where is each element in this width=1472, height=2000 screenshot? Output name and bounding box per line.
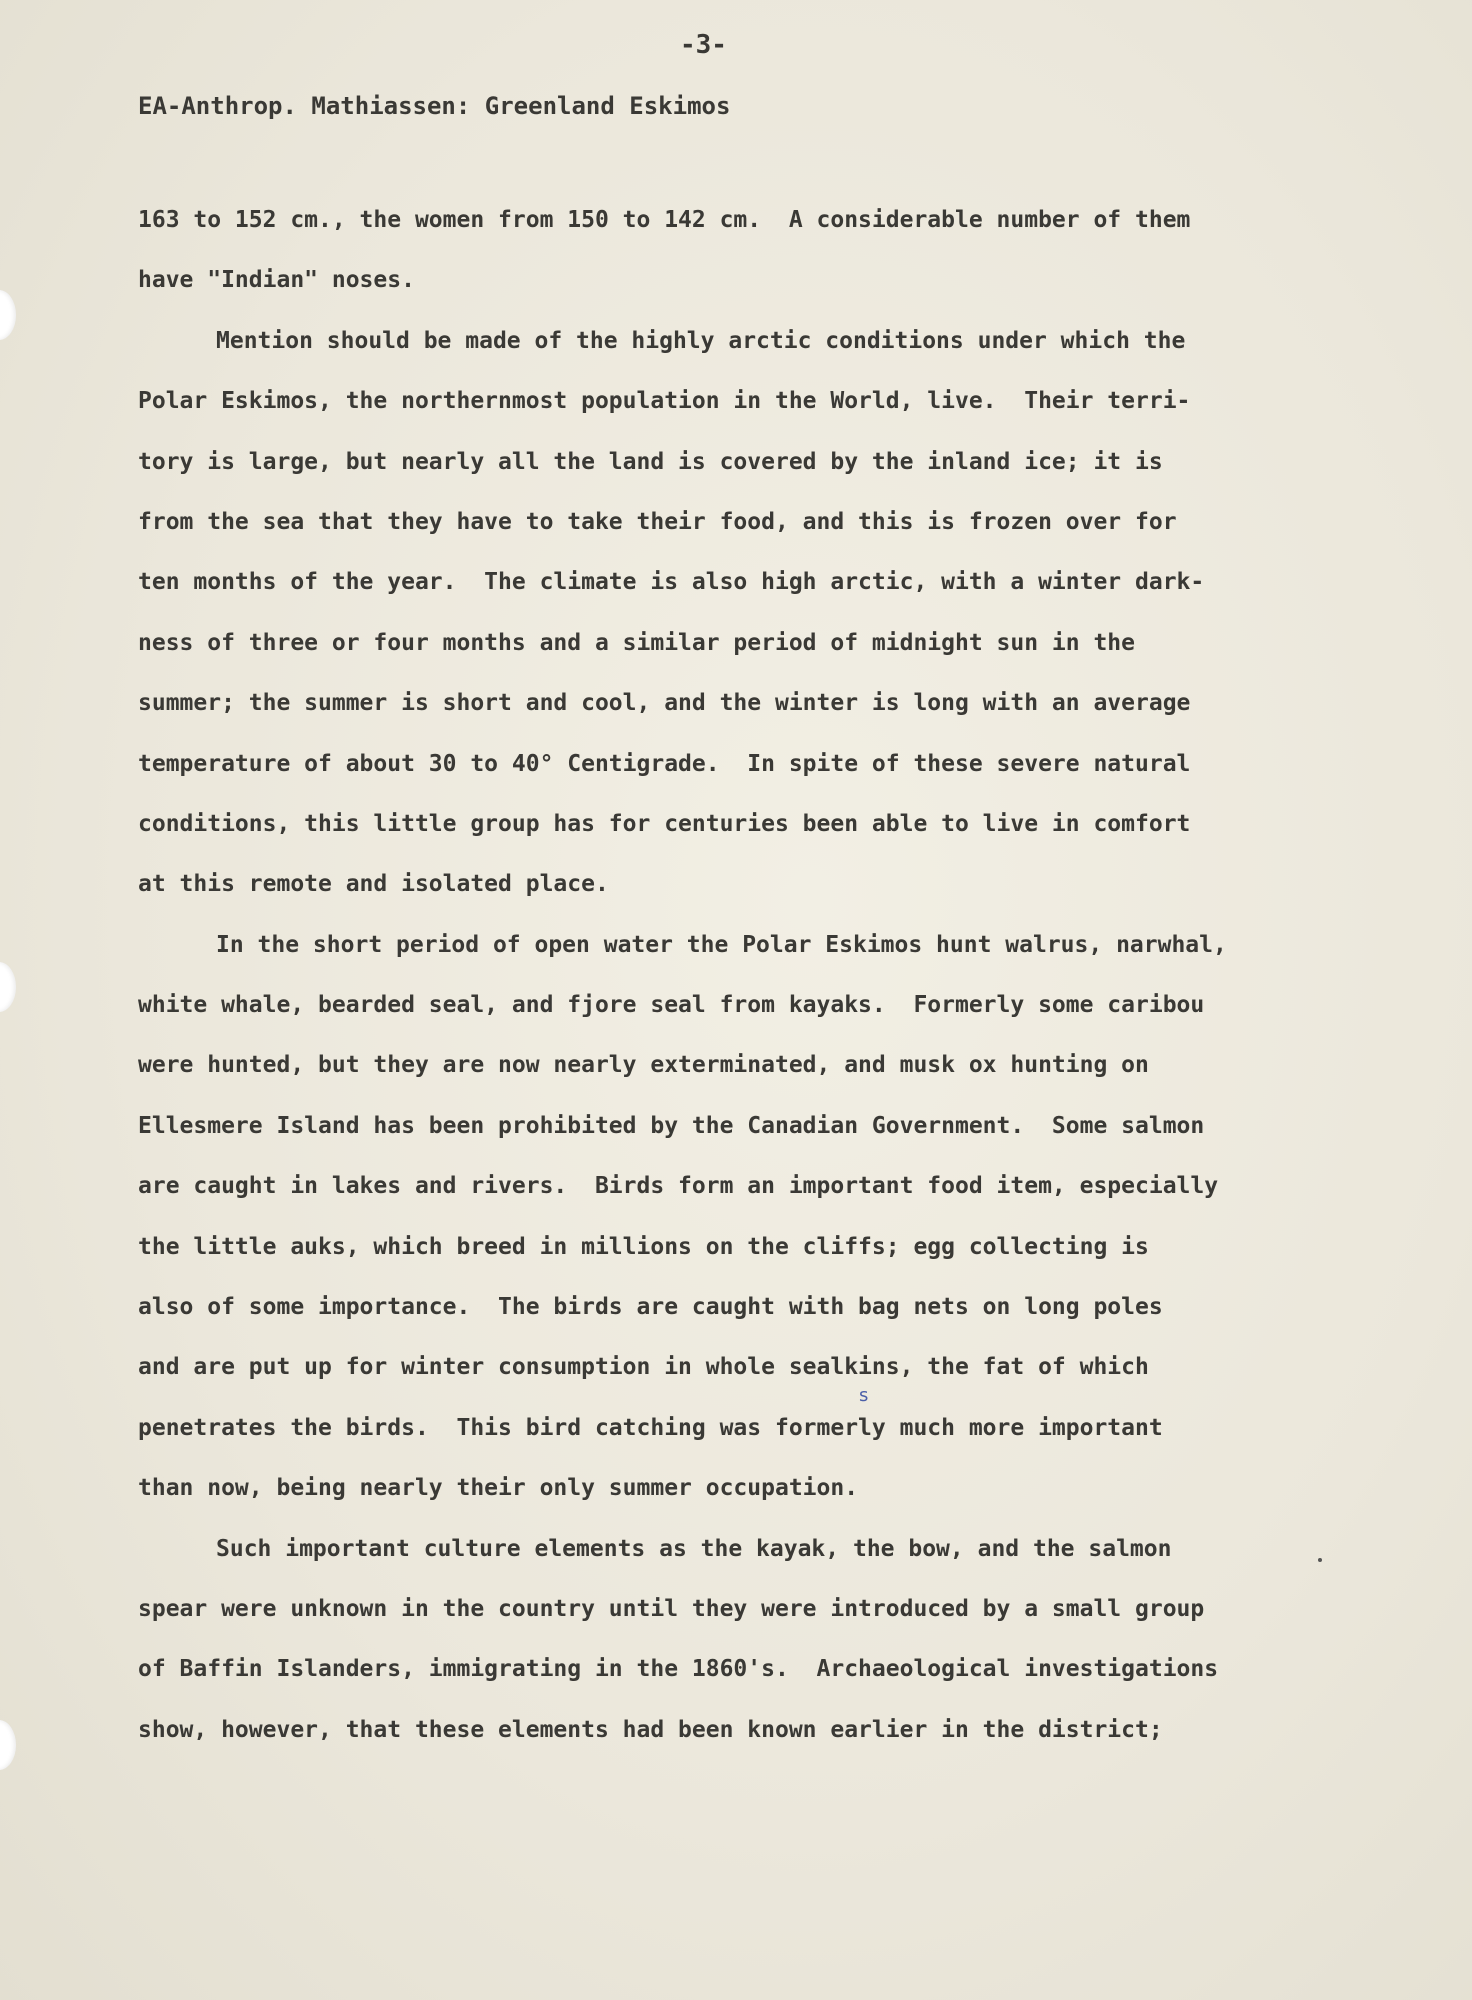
text-line: white whale, bearded seal, and fjore seal from kayaks. Formerly some caribou — [138, 992, 1205, 1019]
text-line: were hunted, but they are now nearly exterminated, and musk ox hunting on — [138, 1052, 1149, 1079]
text-line: Ellesmere Island has been prohibited by the Canadian Government. Some salmon — [138, 1112, 1205, 1139]
text-line: ten months of the year. The climate is also high arctic, with a winter dark- — [138, 569, 1205, 596]
text-line: conditions, this little group has for centuries been able to live in comfort — [138, 810, 1191, 837]
text-line: Polar Eskimos, the northernmost population in the World, live. Their terri- — [138, 388, 1191, 415]
text-line: show, however, that these elements had been known earlier in the district; — [138, 1716, 1163, 1743]
text-line: at this remote and isolated place. — [138, 871, 609, 898]
ink-speck — [1318, 1558, 1322, 1562]
text-line: tory is large, but nearly all the land is covered by the inland ice; it is — [138, 448, 1163, 475]
handwritten-correction: s — [859, 1385, 869, 1406]
text-line: of Baffin Islanders, immigrating in the 1860's. Archaeological investigations — [138, 1656, 1219, 1683]
text-line: have "Indian" noses. — [138, 267, 415, 294]
text-line: than now, being nearly their only summer occupation. — [138, 1475, 859, 1502]
text-line: summer; the summer is short and cool, and the winter is long with an average — [138, 690, 1191, 717]
text-line: ness of three or four months and a similar period of midnight sun in the — [138, 629, 1135, 656]
text-line: spear were unknown in the country until they were introduced by a small group — [138, 1595, 1205, 1622]
text-line: temperature of about 30 to 40° Centigrade. In spite of these severe natural — [138, 750, 1191, 777]
text-line: from the sea that they have to take their food, and this is frozen over for — [138, 508, 1177, 535]
text-line: also of some importance. The birds are caught with bag nets on long poles — [138, 1294, 1163, 1321]
text-line: the little auks, which breed in millions on the cliffs; egg collecting is — [138, 1233, 1149, 1260]
text-line: Mention should be made of the highly arctic conditions under which the — [216, 327, 1186, 354]
text-line: 163 to 152 cm., the women from 150 to 142 cm. A considerable number of them — [138, 207, 1191, 233]
text-line: and are put up for winter consumption in whole sealkins, the fat of which — [138, 1354, 1149, 1381]
text-line: are caught in lakes and rivers. Birds form an important food item, especially — [138, 1173, 1219, 1200]
text-line: In the short period of open water the Polar Eskimos hunt walrus, narwhal, — [216, 931, 1227, 958]
body-text — [138, 205, 1338, 1775]
text-line: penetrates the birds. This bird catching was formerly much more important — [138, 1414, 1163, 1441]
running-head: EA-Anthrop. Mathiassen: Greenland Eskimos — [138, 92, 731, 120]
text-line: Such important culture elements as the kayak, the bow, and the salmon — [216, 1535, 1172, 1562]
page-number: -3- — [680, 30, 727, 60]
